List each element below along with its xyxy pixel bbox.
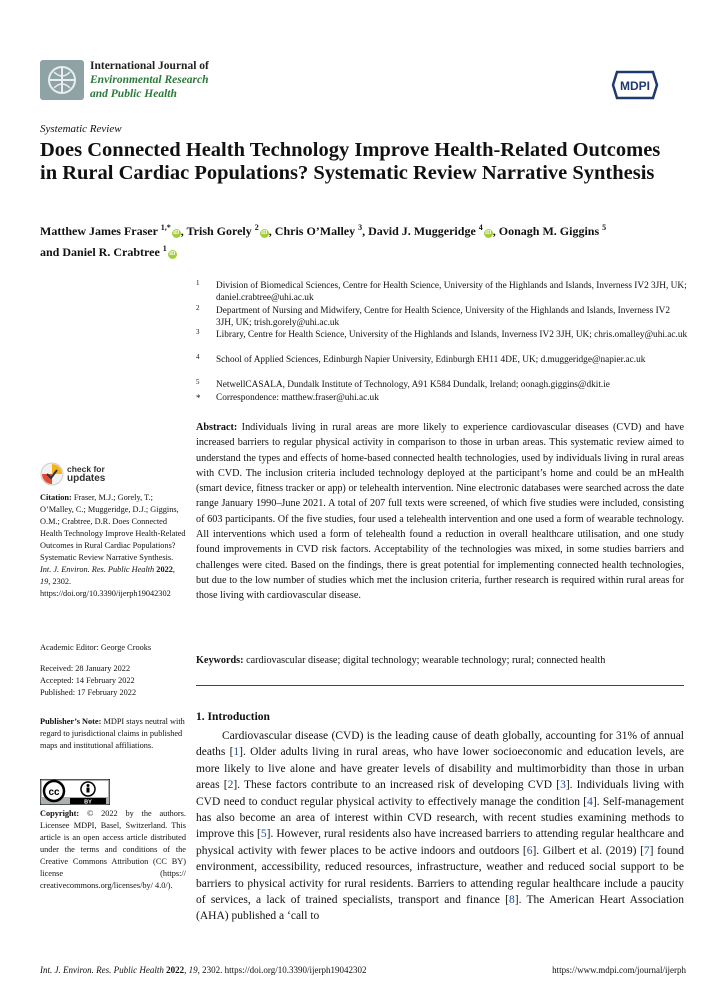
orcid-icon[interactable]: iD — [261, 230, 268, 236]
mdpi-logo-icon — [611, 70, 659, 100]
keywords-text: cardiovascular disease; digital technology; wearable technology; rural; connected health — [246, 655, 606, 666]
footer-journal-url[interactable]: https://www.mdpi.com/journal/ijerph — [552, 965, 686, 975]
publisher-name: MDPI — [620, 79, 650, 93]
reference-link[interactable]: 5 — [260, 828, 267, 841]
journal-logo-icon — [40, 60, 84, 100]
section-heading: 1. Introduction — [196, 711, 270, 723]
journal-name: International Journal of Environmental Research and Public Health — [90, 60, 209, 100]
svg-text:BY: BY — [84, 799, 92, 805]
reference-link[interactable]: 7 — [643, 844, 650, 857]
dates: Received: 28 January 2022 Accepted: 14 February 2022 Published: 17 February 2022 — [40, 664, 137, 697]
reference-link[interactable]: 6 — [526, 844, 533, 857]
keywords-label: Keywords: — [196, 655, 244, 666]
orcid-icon[interactable]: iD — [173, 230, 180, 236]
svg-text:cc: cc — [48, 787, 60, 798]
author[interactable]: David J. Muggeridge $^4$iD — [368, 223, 492, 238]
abstract — [196, 420, 684, 604]
author[interactable]: Matthew James Fraser $^{1,*}$iD — [40, 223, 180, 238]
check-for-updates-button[interactable]: check for updates — [40, 462, 150, 488]
reference-link[interactable]: 3 — [560, 779, 566, 792]
footer-citation: Int. J. Environ. Res. Public Health 2022, 19, 2302. https://doi.org/10.3390/ijerph19042302 — [40, 965, 367, 975]
orcid-icon[interactable]: iD — [169, 251, 176, 257]
author[interactable]: and Daniel R. Crabtree $^1$iD — [40, 244, 176, 259]
academic-editor: Academic Editor: George Crooks — [40, 643, 152, 652]
author-list: Matthew James Fraser $^{1,*}$iD , Trish Gorely $^2$iD , Chris O’Malley $^3$, David J. Muggeridge $^4$iD , Oonagh M. Giggins $^5$ and Daniel R. Crabtree $^1$iD — [40, 223, 607, 259]
reference-link[interactable]: 4 — [587, 795, 593, 808]
author[interactable]: Oonagh M. Giggins $^5$ — [498, 223, 607, 238]
orcid-icon[interactable]: iD — [485, 230, 492, 236]
copyright: Copyright: © 2022 by the authors. Licensee MDPI, Basel, Switzerland. This article is an open access article distributed under the terms and conditions of the Creative Commons Attribution (CC BY) license (https:// creativecommons.org/licenses/by/ 4.0/). — [40, 809, 186, 890]
abstract-text: Individuals living in rural areas are more likely to experience cardiovascular diseases (CVD) and have increased barriers to regular physical activity in comparison to those in urban areas. This systematic review aimed to understand the types and effects of home-based connected health technologies, used by individuals living in rural areas with CVD. The inclusion criteria included technology deployed at the participant’s home and could be an mHealth (smart device, fitness tracker or app) or telehealth intervention. Nine electronic databases were searched across the date range January 1990–June 2021. A total of 207 full texts were screened, of which five studies were included, consisting of 603 participants. Of the five studies, four used a telehealth intervention and one used a form of wearable technology. All interventions which used a form of telehealth found a reduction in overall healthcare utilisation, and one study found improvements in CVD risk factors. Acceptability of the technologies was mixed, in some studies barriers and challenges were cited. Based on the findings, there is great potential for implementing connected health technologies, but due to the low number of studies which met the inclusion criteria, further research is required within rural areas for those living with cardiovascular disease. — [196, 422, 684, 602]
author[interactable]: Trish Gorely $^2$iD — [186, 223, 268, 238]
keywords — [196, 654, 684, 668]
article-type: Systematic Review — [40, 123, 122, 135]
section-divider — [196, 685, 684, 686]
cc-by-license-icon[interactable] — [40, 779, 110, 805]
reference-link[interactable]: 2 — [227, 779, 234, 792]
abstract-label: Abstract: — [196, 422, 238, 433]
reference-link[interactable]: 1 — [233, 746, 240, 759]
citation: Citation: Fraser, M.J.; Gorely, T.; O’Malley, C.; Muggeridge, D.J.; Giggins, O.M.; Crabtree, D.R. Does Connected Health Technology Improve Health-Related Outcomes in Rural Cardiac Populations? Systematic Review Narrative Synthesis. Int. J. Environ. Res. Public Health 2022, 19, 2302. https://doi.org/10.3390/ijerph19042302 — [40, 493, 186, 598]
article-title: Does Connected Health Technology Improve Health-Related Outcomes in Rural Cardiac Populations? Systematic Review Narrative Synthesis — [40, 139, 661, 184]
introduction-text: Cardiovascular disease (CVD) is the leading cause of death globally, accounting for 31% of annual deaths [1]. Older adults living in rural areas, who have lower socioeconomic and education levels, are more likely to live alone and have greater levels of disability and multimorbidity than those in urban areas [2]. These factors contribute to an increased risk of developing CVD [3]. Individuals living with CVD need to conduct regular physical activity to effectively manage the condition [4]. Self-management has also become an area of interest within CVD research, with recent studies examining methods to improve this [5]. However, rural residents also have increased barriers to attending regular healthcare and physical activity with fewer places to be active indoors and outdoors [6]. Gilbert et al. (2019) [7] found environment, accessibility, reduced resources, infrastructure, weather and reduced social support to be barriers to physical activity for rural residents. Barriers to attending regular healthcare include a paucity of services, a lack of trained specialists, transport and finance [8]. The American Heart Association (AHA) published a ‘call to — [196, 730, 685, 923]
publishers-note: Publisher’s Note: MDPI stays neutral with regard to jurisdictional claims in published maps and institutional affiliations. — [40, 717, 185, 750]
check-for-updates-icon — [40, 462, 64, 486]
reference-link[interactable]: 8 — [508, 894, 515, 907]
author[interactable]: Chris O’Malley $^3$ — [274, 223, 363, 238]
